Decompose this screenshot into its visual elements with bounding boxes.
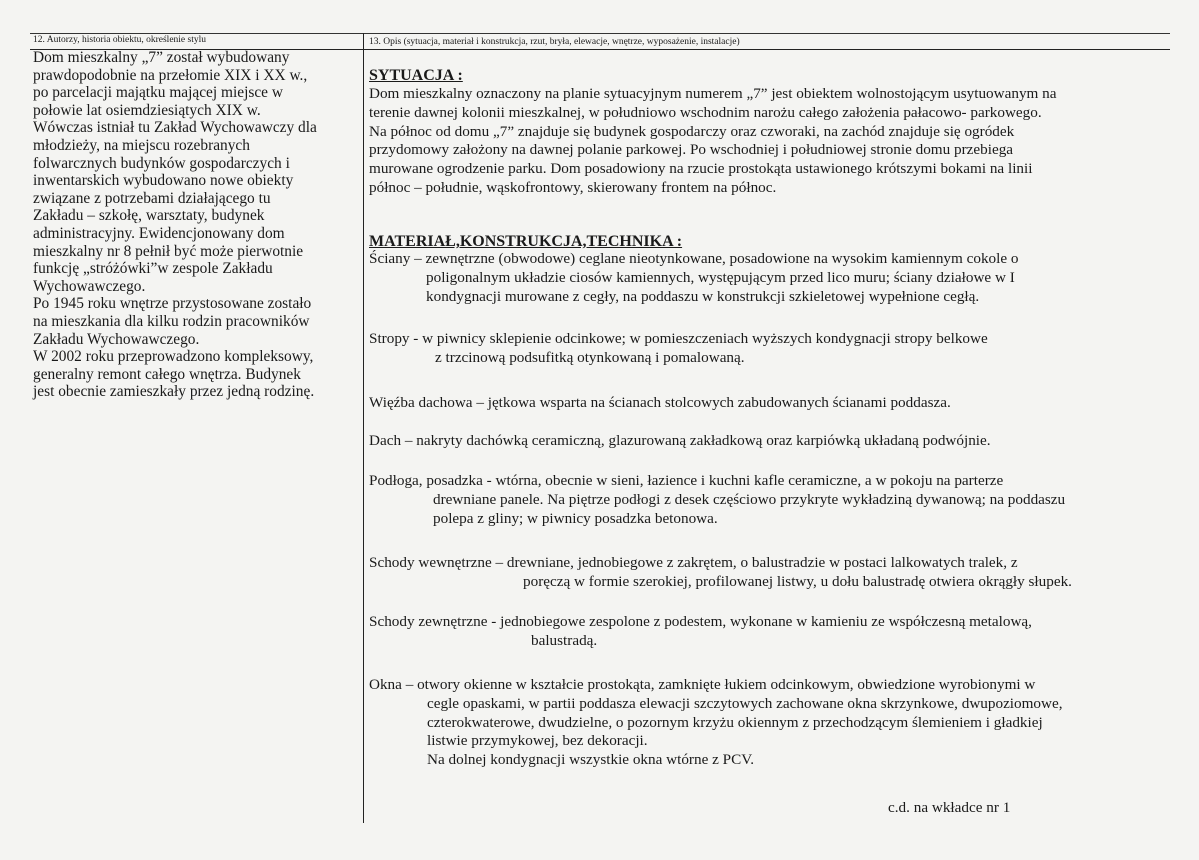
floor-continuation: drewniane panele. Na piętrze podłogi z desek częściowo przykryte wykładziną dywanową; na poddaszu polepa z gliny; w piwnicy posadzka betonowa. xyxy=(433,490,1066,527)
windows-line: Okna – otwory okienne w kształcie prostokąta, zamknięte łukiem odcinkowym, obwiedzione wyrobionymi w xyxy=(369,676,1036,693)
history-paragraph-3: W 2002 roku przeprowadzono kompleksowy, generalny remont całego wnętrza. Budynek jest obecnie zamieszkały przez jedną rodzinę. xyxy=(33,348,315,401)
roof-truss-line: Więźba dachowa – jętkowa wsparta na ścianach stolcowych zabudowanych ścianami poddasza. xyxy=(369,394,951,411)
ceilings-line: Stropy - w piwnicy sklepienie odcinkowe; w pomieszczeniach wyższych kondygnacji stropy belkowe xyxy=(369,330,988,347)
ceilings-continuation: z trzcinową podsufitką otynkowaną i pomalowaną. xyxy=(435,348,745,366)
column-divider xyxy=(363,33,364,823)
situation-text: Dom mieszkalny oznaczony na planie sytuacyjnym numerem „7” jest obiektem wolnostojącym usytuowanym na terenie dawnej kolonii mieszkalnej, w południowo wschodnim narożu całego założenia pałacowo- parkowego. Na północ od domu „7” znajduje się budynek gospodarczy oraz czworaki, na zachód znajduje się ogródek przydomowy założony na dawnej polanie parkowej. Po wschodniej i południowej stronie domu przebiega murowane ogrodzenie parku. Dom posadowiony na rzucie prostokąta ustawionego krótszymi bokami na linii północ – południe, wąskofrontowy, skierowany frontem na północ. xyxy=(369,85,1057,196)
interior-stairs-entry xyxy=(369,554,1169,592)
roof-line: Dach – nakryty dachówką ceramiczną, glazurowaną zakładkową oraz karpiówką układaną podwójnie. xyxy=(369,432,991,449)
interior-stairs-line: Schody wewnętrzne – drewniane, jednobiegowe z zakrętem, o balustradzie w postaci lalkowatych tralek, z xyxy=(369,554,1018,571)
material-heading: MATERIAŁ,KONSTRUKCJA,TECHNIKA : xyxy=(369,233,683,250)
section-12-title: 12. Autorzy, historia obiektu, określenie stylu xyxy=(33,35,206,45)
walls-line: Ściany – zewnętrzne (obwodowe) ceglane nieotynkowane, posadowione na wysokim kamiennym cokole o xyxy=(369,250,1019,267)
roof-truss-entry xyxy=(369,394,1169,413)
walls-entry xyxy=(369,250,1169,306)
exterior-stairs-entry xyxy=(369,613,1169,651)
continuation-note: c.d. na wkładce nr 1 xyxy=(888,799,1011,816)
history-paragraph-1: Dom mieszkalny „7” został wybudowany prawdopodobnie na przełomie XIX i XX w., po parcelacji majątku mającej miejsce w połowie lat osiemdziesiątych XIX w. Wówczas istniał tu Zakład Wychowawczy dla młodzieży, na miejscu rozebranych folwarcznych budynków gospodarczych i inwentarskich wybudowano nowe obiekty związane z potrzebami działającego tu Zakładu – szkołę, warsztaty, budynek administracyjny. Ewidencjonowany dom mieszkalny nr 8 pełnił być może pierwotnie funkcję „stróżówki”w zespole Zakładu Wychowawczego. xyxy=(33,49,317,295)
situation-heading: SYTUACJA : xyxy=(369,67,463,84)
exterior-stairs-continuation: balustradą. xyxy=(531,631,598,649)
ceilings-entry xyxy=(369,330,1169,368)
windows-entry xyxy=(369,676,1169,770)
history-column xyxy=(33,49,358,401)
exterior-stairs-line: Schody zewnętrzne - jednobiegowe zespolone z podestem, wykonane w kamieniu ze współczesną metalową, xyxy=(369,613,1032,630)
description-column xyxy=(369,67,1169,769)
walls-continuation: poligonalnym układzie ciosów kamiennych, występującym przed lico muru; ściany działowe w I kondygnacji murowane z cegły, na poddaszu w konstrukcji szkieletowej wypełnione cegłą. xyxy=(426,268,1015,305)
header-rule-top xyxy=(30,33,1170,34)
section-13-title: 13. Opis (sytuacja, materiał i konstrukcja, rzut, bryła, elewacje, wnętrze, wyposażenie, instalacje) xyxy=(369,37,740,47)
roof-entry xyxy=(369,432,1169,451)
floor-line: Podłoga, posadzka - wtórna, obecnie w sieni, łazience i kuchni kafle ceramiczne, a w pokoju na parterze xyxy=(369,472,1004,489)
floor-entry xyxy=(369,472,1169,528)
windows-continuation: cegle opaskami, w partii poddasza elewacji szczytowych zachowane okna skrzynkowe, dwupoziomowe, czterokwaterowe, dwudzielne, o pozornym krzyżu okiennym z przechodzącym ślemieniem i gładkiej listwie przymykowej, bez dekoracji. Na dolnej kondygnacji wszystkie okna wtórne z PCV. xyxy=(427,694,1063,769)
interior-stairs-continuation: poręczą w formie szerokiej, profilowanej listwy, u dołu balustradę otwiera okrągły słupek. xyxy=(523,572,1072,590)
history-paragraph-2: Po 1945 roku wnętrze przystosowane zostało na mieszkania dla kilku rodzin pracowników Zakładu Wychowawczego. xyxy=(33,295,312,348)
